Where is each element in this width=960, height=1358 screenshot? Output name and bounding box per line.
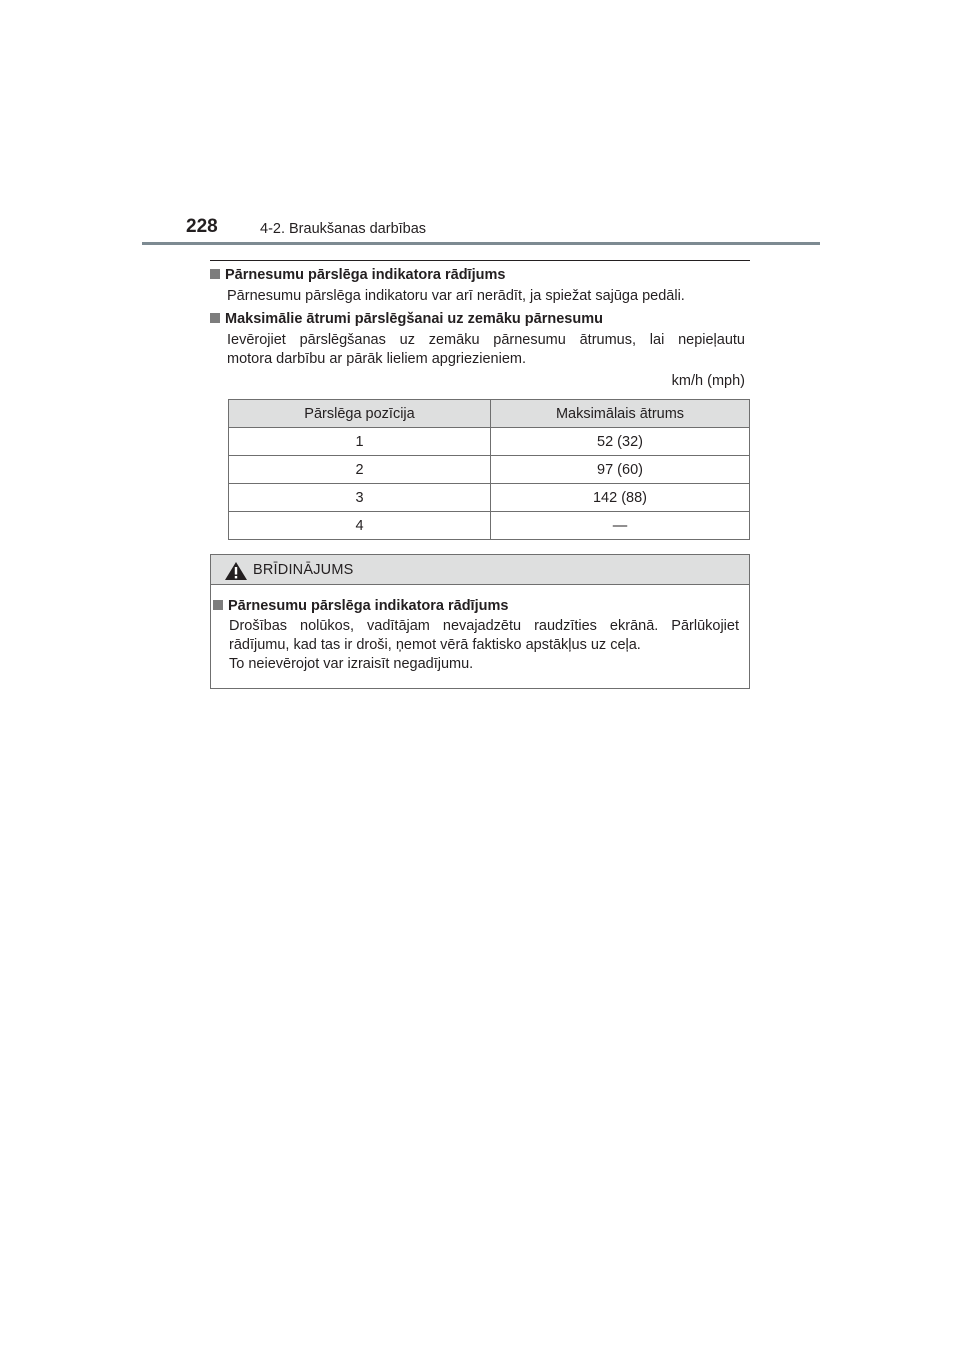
section-rule [210,260,750,261]
section-heading-max-speeds [210,311,603,327]
paragraph-line: motora darbību ar pārāk lieliem apgriezieniem. [227,351,527,367]
warning-text-line: To neievērojot var izraisīt negadījumu. [229,656,474,672]
warning-text [229,617,739,674]
table-cell-speed: 97 (60) [491,456,750,484]
table-unit-note: km/h (mph) [671,373,745,389]
warning-heading [213,598,508,614]
table-cell-gear: 3 [229,484,491,512]
warning-title: BRĪDINĀJUMS [253,562,354,578]
column-header-gear-position: Pārslēga pozīcija [229,400,491,428]
table-cell-gear: 2 [229,456,491,484]
max-speed-table [228,399,750,540]
table-row [229,512,750,540]
section-heading-gear-indicator [210,267,505,283]
table-row [229,484,750,512]
page-number: 228 [186,216,218,237]
square-bullet-icon [213,600,223,610]
section-paragraph-gear-indicator: Pārnesumu pārslēga indikatoru var arī nerādīt, ja spiežat sajūga pedāli. [227,288,685,304]
table-cell-gear: 1 [229,428,491,456]
warning-header [211,555,749,585]
warning-triangle-icon [224,561,248,581]
table-row [229,456,750,484]
section-paragraph-max-speeds [227,331,745,369]
table-row [229,428,750,456]
section-heading-text: Pārnesumu pārslēga indikatora rādījums [225,267,506,283]
table-cell-speed: 142 (88) [491,484,750,512]
section-heading-text: Maksimālie ātrumi pārslēgšanai uz zemāku pārnesumu [225,311,603,327]
table-header-row [229,400,750,428]
paragraph-line: Ievērojiet pārslēgšanas uz zemāku pārnesumu ātrumus, lai nepieļautu [227,332,745,348]
chapter-title: 4-2. Braukšanas darbības [260,221,427,237]
table-cell-speed: 52 (32) [491,428,750,456]
column-header-max-speed: Maksimālais ātrums [491,400,750,428]
header-rule [142,242,820,245]
warning-box [210,554,750,689]
warning-heading-text: Pārnesumu pārslēga indikatora rādījums [228,598,509,614]
table-cell-gear: 4 [229,512,491,540]
warning-text-line: rādījumu, kad tas ir droši, ņemot vērā faktisko apstākļus uz ceļa. [229,637,641,653]
warning-text-line: Drošības nolūkos, vadītājam nevajadzētu raudzīties ekrānā. Pārlūkojiet [229,618,739,634]
square-bullet-icon [210,313,220,323]
table-cell-speed: — [491,512,750,540]
square-bullet-icon [210,269,220,279]
